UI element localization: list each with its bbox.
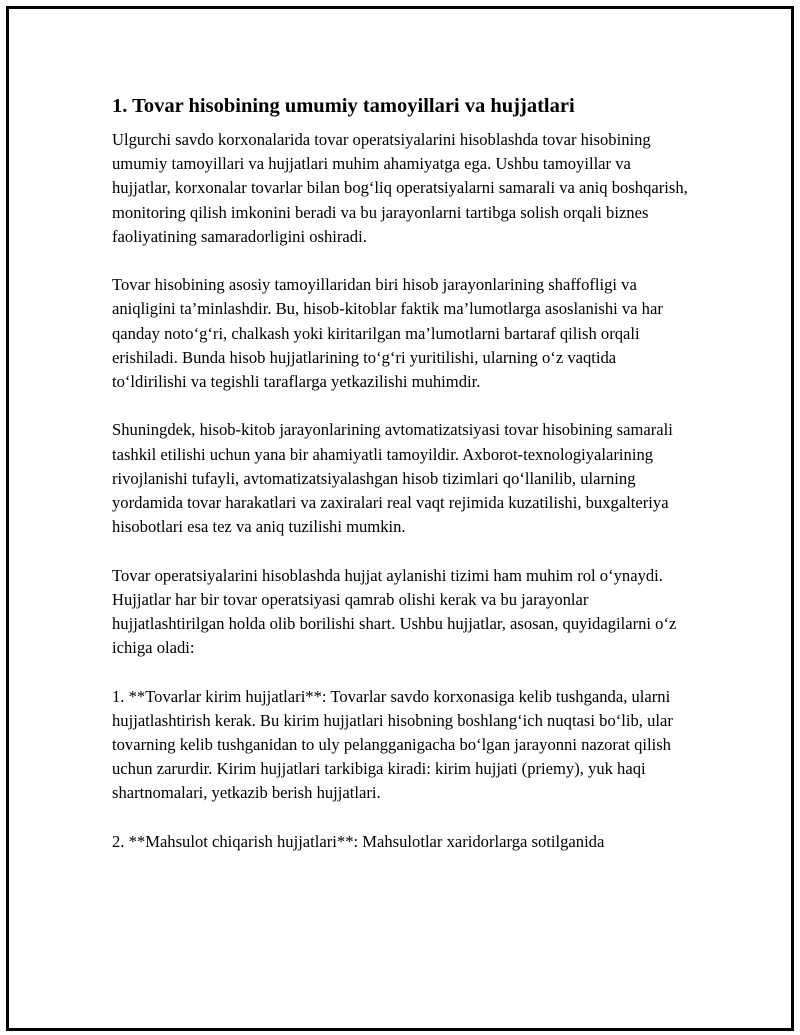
paragraph-principles: Tovar hisobining asosiy tamoyillaridan biri hisob jarayonlarining shaffofligi va aniqligini ta’minlashdir. Bu, hisob-kitoblar faktik ma’lumotlarga asoslanishi va har qanday noto‘g‘ri, chalkash yoki kiritarilgan ma’lumotlarni bartaraf qilish orqali erishiladi. Bunda hisob hujjatlarining to‘g‘ri yuritilishi, ularning o‘z vaqtida to‘ldirilishi va tegishli taraflarga yetkazilishi muhimdir. [112,275,663,392]
paragraph-document-flow: Tovar operatsiyalarini hisoblashda hujjat aylanishi tizimi ham muhim rol o‘ynaydi. Hujjatlar har bir tovar operatsiyasi qamrab olishi kerak va bu jarayonlar hujjatlashtirilgan holda olib borilishi shart. Ushbu hujjatlar, asosan, quyidagilarni o‘z ichiga oladi: [112,565,677,658]
list-item-shipment-documents: 2. **Mahsulot chiqarish hujjatlari**: Mahsulotlar xaridorlarga sotilganida [112,831,605,851]
paragraph-automation: Shuningdek, hisob-kitob jarayonlarining avtomatizatsiyasi tovar hisobining samarali tashkil etilishi uchun yana bir ahamiyatli tamoyildir. Axborot-texnologiyalarining rivojlanishi tufayli, avtomatizatsiyalashgan hisob tizimlari qo‘llanilib, ularning yordamida tovar harakatlari va zaxiralari real vaqt rejimida kuzatilishi, buxgalteriya hisobotlari esa tez va aniq tuzilishi mumkin. [112,420,673,537]
paragraph-intro: Ulgurchi savdo korxonalarida tovar operatsiyalarini hisoblashda tovar hisobining umumiy tamoyillari va hujjatlari muhim ahamiyatga ega. Ushbu tamoyillar va hujjatlar, korxonalar tovarlar bilan bog‘liq operatsiyalarni samarali va aniq boshqarish, monitoring qilish imkonini beradi va bu jarayonlarni tartibga solish orqali biznes faoliyatining samaradorligini oshiradi. [112,130,688,246]
document-body [112,92,688,878]
list-item-receipt-documents: 1. **Tovarlar kirim hujjatlari**: Tovarlar savdo korxonasiga kelib tushganda, ularni hujjatlashtirish kerak. Bu kirim hujjatlari hisobning boshlang‘ich nuqtasi bo‘lib, ular tovarning kelib tushganidan to uly pelangganigacha bo‘lgan jarayonni nazorat qilish uchun zarurdir. Kirim hujjatlari tarkibiga kiradi: kirim hujjati (priemy), yuk haqi shartnomalari, yetkazib berish hujjatlari. [112,686,673,803]
section-heading: 1. Tovar hisobining umumiy tamoyillari va hujjatlari [112,95,575,117]
